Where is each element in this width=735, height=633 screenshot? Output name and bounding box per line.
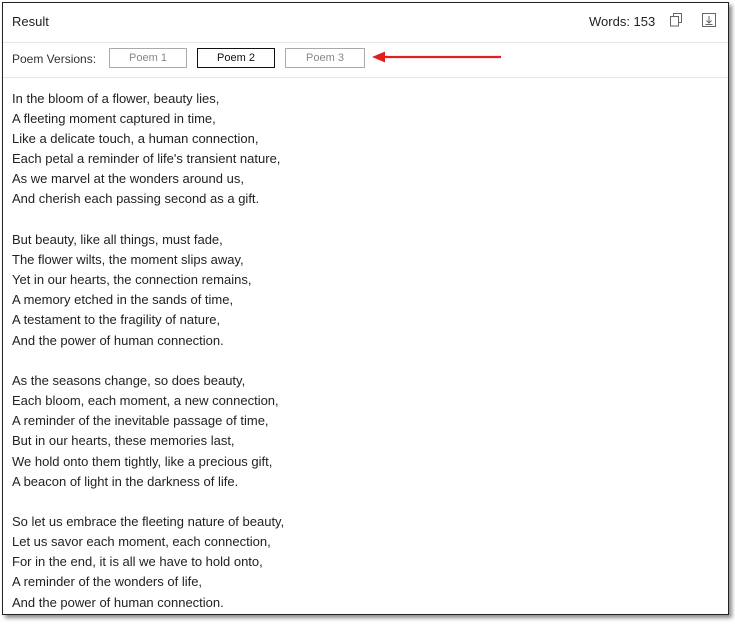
poem-stanza [12, 230, 284, 351]
copy-icon[interactable] [668, 12, 684, 28]
poem-line: We hold onto them tightly, like a precious gift, [12, 453, 273, 469]
poem-stanza [12, 512, 284, 612]
poem-line: Like a delicate touch, a human connection, [12, 131, 259, 147]
poem-line: And cherish each passing second as a gift. [12, 191, 260, 207]
poem-line: A beacon of light in the darkness of life. [12, 473, 239, 489]
poem-line: Each bloom, each moment, a new connection, [12, 393, 279, 409]
poem-line: And the power of human connection. [12, 594, 224, 610]
word-count: Words: 153 [589, 14, 656, 29]
panel-title: Result [12, 14, 49, 29]
poem-line: But in our hearts, these memories last, [12, 433, 235, 449]
poem-stanza [12, 371, 284, 492]
poem-2-button[interactable]: Poem 2 [197, 48, 275, 68]
poem-line: A reminder of the inevitable passage of time, [12, 413, 269, 429]
poem-versions-label: Poem Versions: [12, 52, 97, 66]
download-icon[interactable] [701, 12, 717, 28]
red-arrow-annotation [372, 50, 504, 64]
poem-line: Let us savor each moment, each connection, [12, 534, 271, 550]
poem-text [12, 89, 284, 633]
poem-3-button[interactable]: Poem 3 [285, 48, 365, 68]
poem-versions-bar [3, 42, 728, 78]
poem-line: A fleeting moment captured in time, [12, 111, 216, 127]
poem-line: Each petal a reminder of life's transient nature, [12, 151, 281, 167]
poem-stanza [12, 89, 284, 210]
poem-line: For in the end, it is all we have to hold onto, [12, 554, 263, 570]
poem-line: A reminder of the wonders of life, [12, 574, 203, 590]
poem-line: In the bloom of a flower, beauty lies, [12, 91, 220, 106]
result-header [3, 3, 728, 43]
poem-line: As the seasons change, so does beauty, [12, 373, 246, 389]
poem-1-button[interactable]: Poem 1 [109, 48, 187, 68]
poem-line: And the power of human connection. [12, 332, 224, 348]
poem-line: But beauty, like all things, must fade, [12, 232, 223, 248]
result-panel [2, 2, 729, 615]
poem-line: As we marvel at the wonders around us, [12, 171, 244, 187]
poem-line: So let us embrace the fleeting nature of beauty, [12, 514, 285, 530]
poem-line: Yet in our hearts, the connection remains, [12, 272, 252, 288]
poem-line: The flower wilts, the moment slips away, [12, 252, 244, 268]
poem-line: A testament to the fragility of nature, [12, 312, 221, 328]
poem-line: A memory etched in the sands of time, [12, 292, 234, 308]
